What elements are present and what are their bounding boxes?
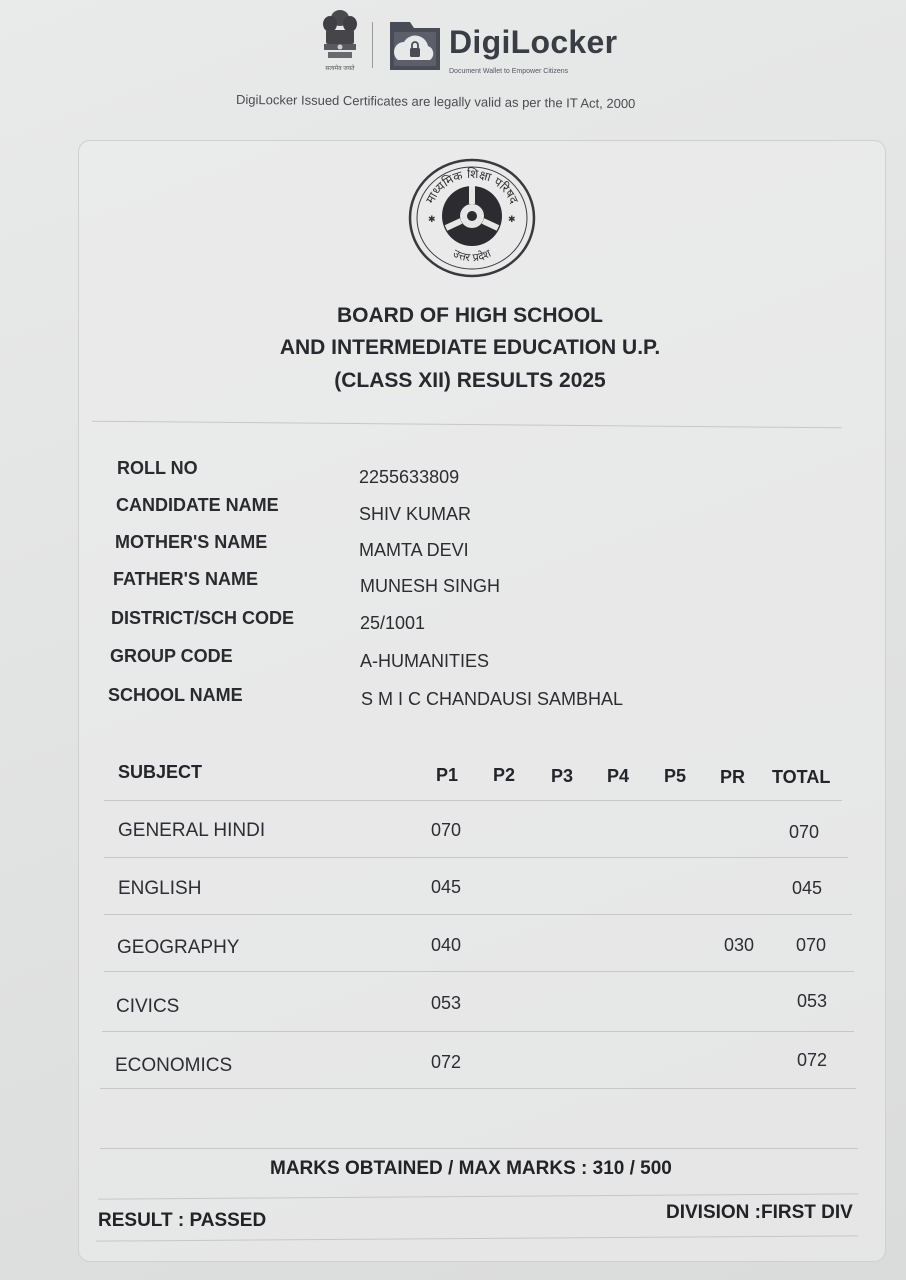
table-row-subject: ENGLISH — [118, 878, 202, 899]
th-p5: P5 — [664, 766, 687, 786]
division-status: DIVISION :FIRST DIV — [666, 1202, 853, 1223]
th-p2: P2 — [493, 765, 516, 785]
father-name-value: MUNESH SINGH — [360, 576, 501, 596]
table-row-p1: 072 — [431, 1052, 462, 1072]
board-title-line2: AND INTERMEDIATE EDUCATION U.P. — [279, 336, 661, 359]
board-seal-icon — [408, 158, 536, 278]
legal-validity-note: DigiLocker Issued Certificates are legally valid as per the IT Act, 2000 — [235, 91, 636, 112]
table-row-total: 070 — [796, 935, 827, 955]
svg-text:उत्तर प्रदेश — [451, 247, 494, 265]
candidate-name-value: SHIV KUMAR — [359, 504, 472, 524]
table-row-total: 072 — [797, 1050, 828, 1070]
result-status: RESULT : PASSED — [98, 1210, 267, 1231]
svg-text:✱: ✱ — [428, 214, 436, 224]
seal-text-top: माध्यमिक शिक्षा परिषद — [422, 166, 522, 206]
summary-divider — [100, 1148, 858, 1149]
digilocker-tagline: Document Wallet to Empower Citizens — [449, 68, 569, 75]
digilocker-brand: DigiLocker — [449, 24, 618, 60]
roll-no-label: ROLL NO — [117, 458, 198, 478]
national-emblem-icon — [318, 8, 362, 74]
table-row-total: 053 — [797, 991, 828, 1011]
school-name-value: S M I C CHANDAUSI SAMBHAL — [361, 689, 624, 709]
group-code-label: GROUP CODE — [110, 646, 233, 666]
marks-obtained-summary: MARKS OBTAINED / MAX MARKS : 310 / 500 — [270, 1158, 672, 1179]
mother-name-value: MAMTA DEVI — [359, 540, 469, 560]
candidate-name-label: CANDIDATE NAME — [116, 495, 279, 515]
th-pr: PR — [720, 767, 746, 787]
table-divider — [104, 971, 854, 972]
header-divider — [372, 22, 373, 68]
th-total: TOTAL — [772, 767, 831, 787]
svg-text:✱: ✱ — [508, 214, 516, 224]
table-row-p1: 070 — [431, 820, 462, 840]
school-name-label: SCHOOL NAME — [108, 685, 243, 705]
table-divider — [100, 1088, 856, 1089]
table-divider — [104, 914, 852, 915]
board-title-line3: (CLASS XII) RESULTS 2025 — [334, 369, 606, 392]
table-row-subject: CIVICS — [116, 996, 180, 1017]
table-row-total: 045 — [792, 878, 823, 898]
digilocker-logo-icon — [380, 18, 444, 76]
table-divider — [104, 800, 842, 801]
th-subject: SUBJECT — [118, 762, 203, 782]
table-row-pr: 030 — [724, 935, 755, 955]
table-row-p1: 045 — [431, 877, 462, 897]
table-row-p1: 053 — [431, 993, 462, 1013]
th-p3: P3 — [551, 766, 574, 786]
mother-name-label: MOTHER'S NAME — [115, 532, 268, 552]
th-p4: P4 — [607, 766, 630, 786]
table-row-subject: ECONOMICS — [115, 1055, 233, 1076]
district-code-label: DISTRICT/SCH CODE — [111, 608, 295, 628]
group-code-value: A-HUMANITIES — [360, 651, 490, 671]
board-title-line1: BOARD OF HIGH SCHOOL — [337, 304, 603, 327]
table-row-subject: GEOGRAPHY — [117, 937, 240, 958]
roll-no-value: 2255633809 — [359, 467, 460, 487]
seal-text-bottom: उत्तर प्रदेश — [450, 246, 494, 265]
table-row-subject: GENERAL HINDI — [118, 820, 266, 841]
father-name-label: FATHER'S NAME — [113, 569, 258, 589]
table-divider — [102, 1031, 854, 1032]
table-row-total: 070 — [789, 822, 820, 842]
district-code-value: 25/1001 — [360, 613, 426, 633]
emblem-caption: सत्यमेव जयते — [325, 66, 355, 72]
table-divider — [104, 857, 848, 858]
table-row-p1: 040 — [431, 935, 462, 955]
th-p1: P1 — [436, 765, 459, 785]
